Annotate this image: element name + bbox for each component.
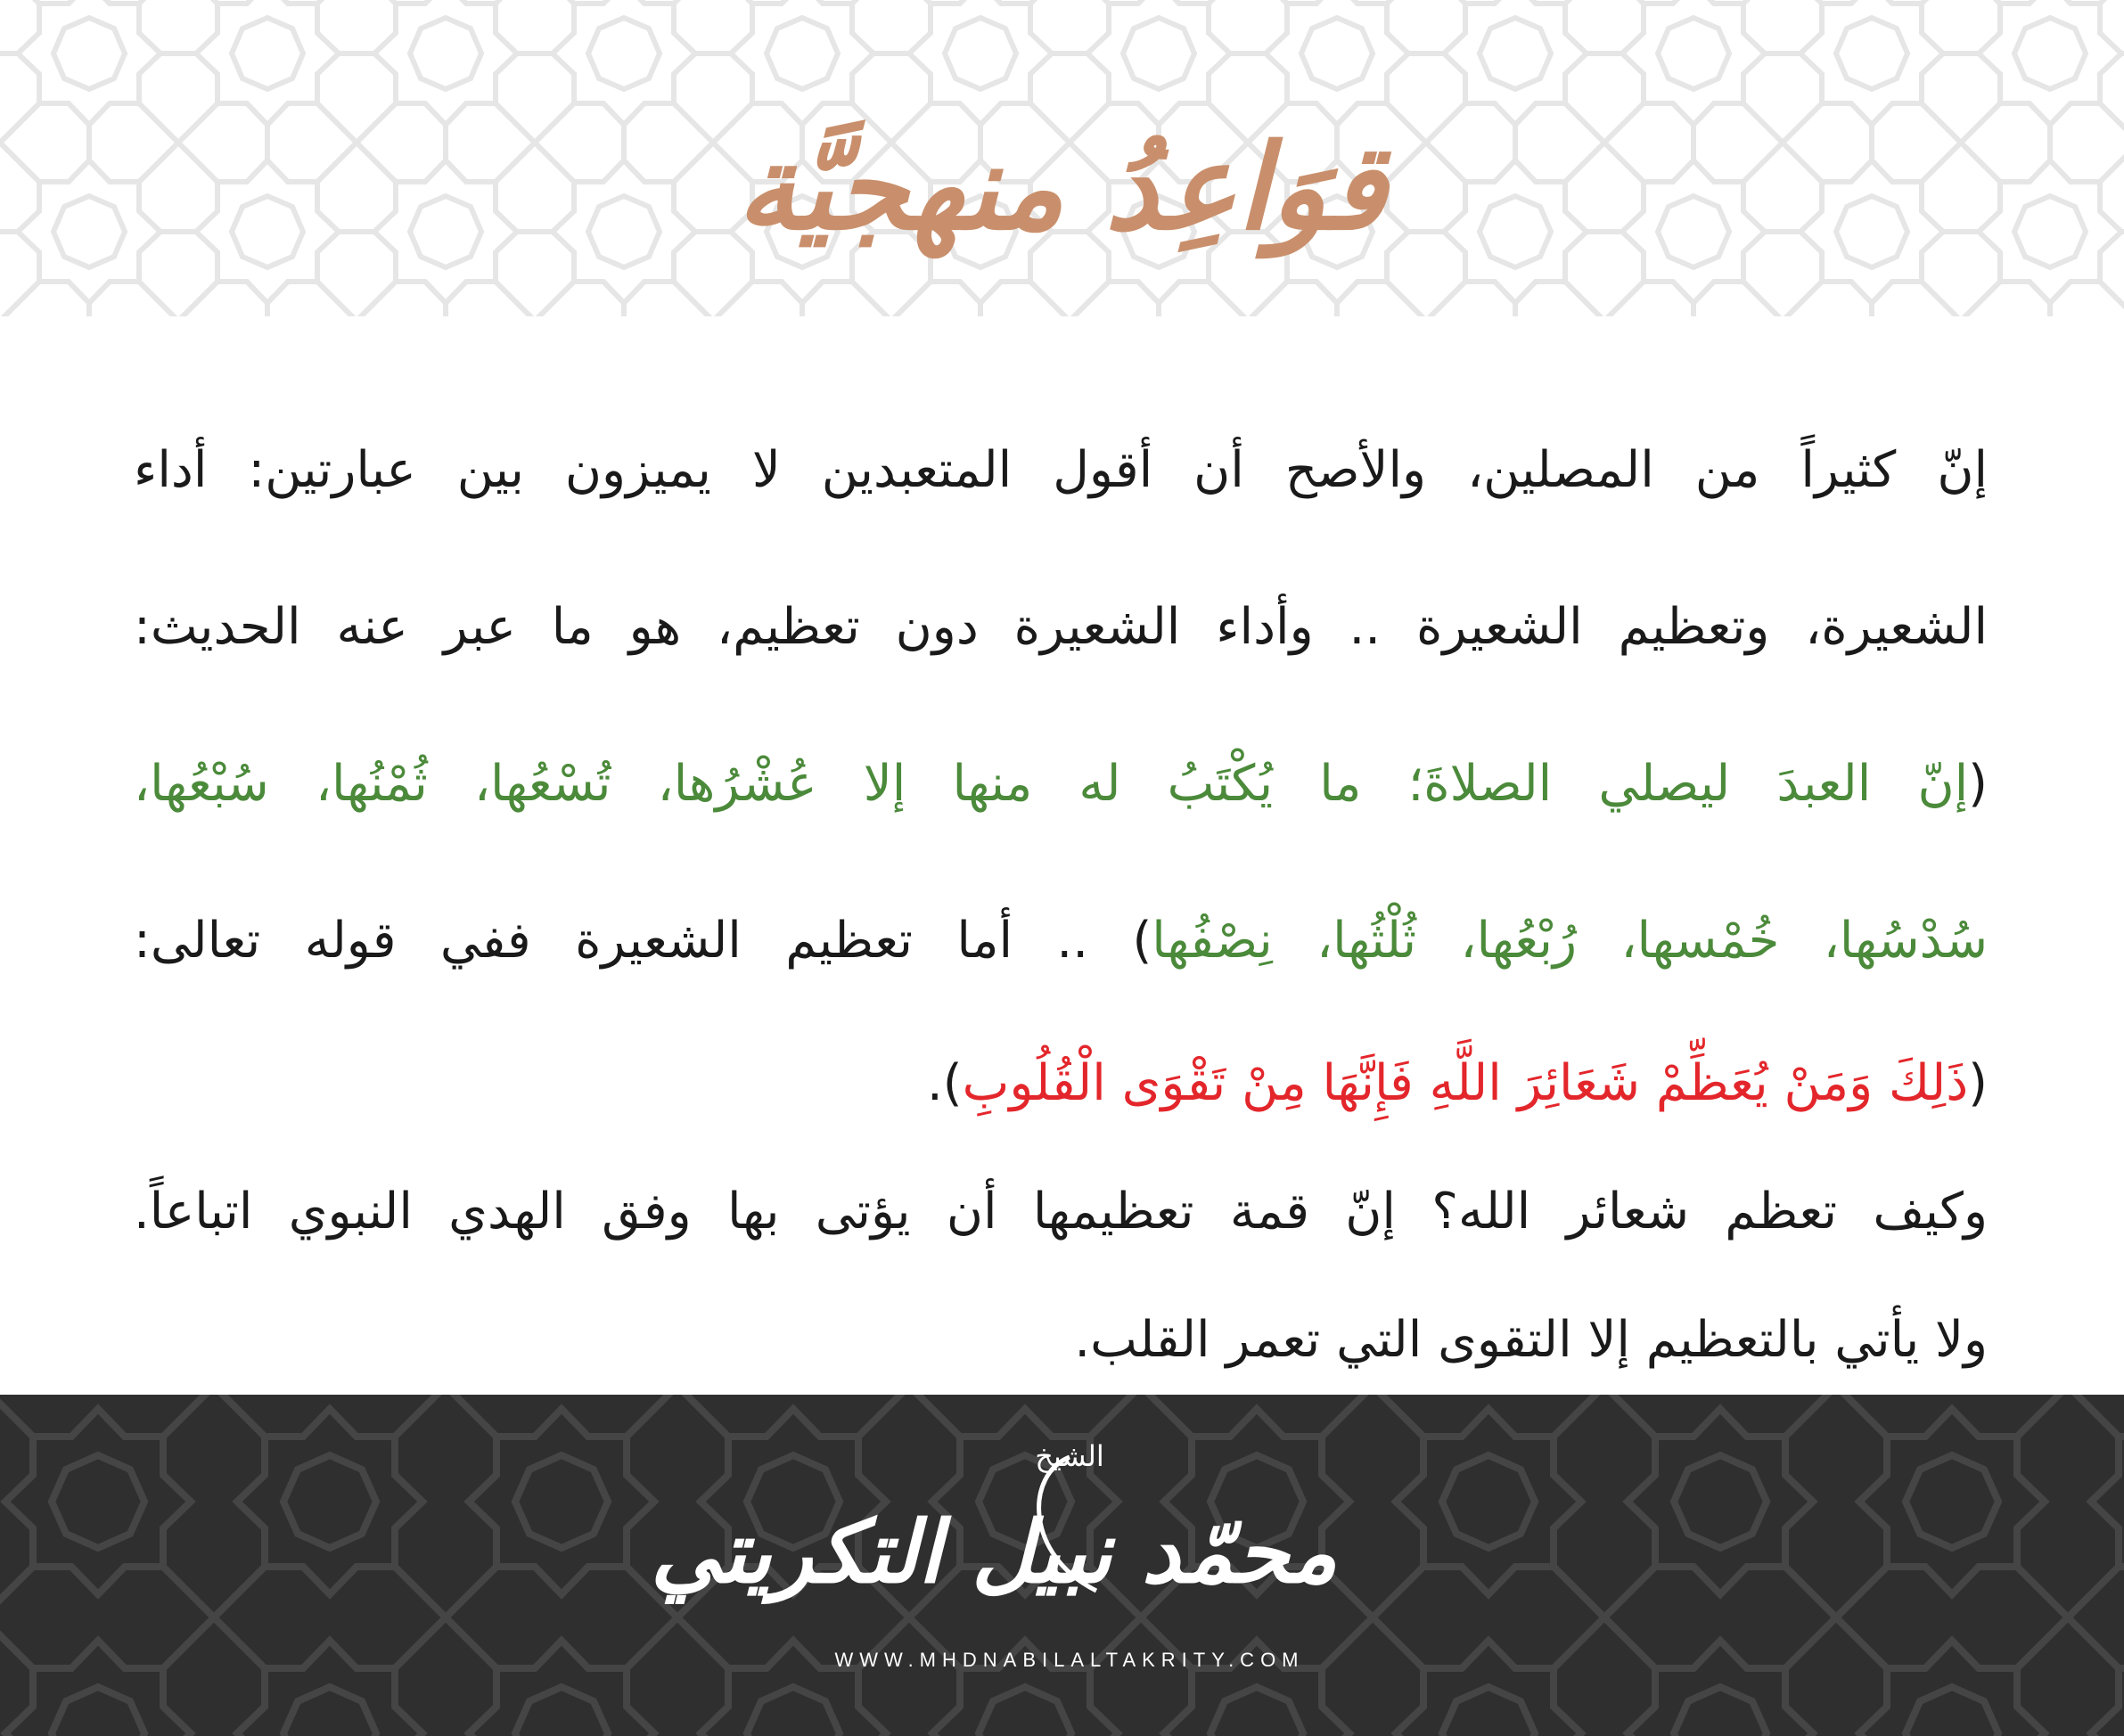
hadith-text-1: إنّ العبدَ ليصلي الصلاةَ؛ ما يُكْتَبُ له منها إلا عُشْرُها، تُسْعُها، ثُمْنُها، سُبْعُها،: [134, 755, 1969, 813]
text-line-6: وكيف تعظم شعائر الله؟ إنّ قمة تعظيمها أن يؤتى بها وفق الهدي النبوي اتباعاً.: [134, 1183, 1988, 1241]
paragraph-line-1: [134, 392, 1988, 549]
text-line-2: الشعيرة، وتعظيم الشعيرة .. وأداء الشعيرة دون تعظيم، هو ما عبر عنه الحديث:: [134, 598, 1988, 656]
paragraph-line-5: [134, 1019, 1988, 1148]
article-body: [134, 392, 1988, 1404]
signature-title: الشيخ: [1035, 1439, 1104, 1473]
paragraph-line-6: [134, 1148, 1988, 1276]
paragraph-line-3: [134, 706, 1988, 863]
text-line-7: ولا يأتي بالتعظيم إلا التقوى التي تعمر القلب.: [1074, 1311, 1988, 1369]
close-paren: ).: [927, 1054, 963, 1112]
open-paren: (: [1968, 755, 1988, 813]
title-calligraphy: قوَاعِدُ منهجيَّة: [736, 118, 1387, 257]
title-logo: [736, 85, 1387, 290]
text-line-1: إنّ كثيراً من المصلين، والأصح أن أقول المتعبدين لا يميزون بين عبارتين: أداء: [134, 441, 1988, 499]
paragraph-line-4: [134, 863, 1988, 1019]
website-link[interactable]: WWW.MHDNABILALTAKRITY.COM: [834, 1649, 1305, 1671]
signature-block: [650, 1421, 1337, 1680]
footer-banner: [0, 1395, 2124, 1736]
paragraph-line-2: [134, 549, 1988, 706]
text-line-4: ) .. أما تعظيم الشعيرة ففي قوله تعالى:: [134, 912, 1152, 970]
signature-name: محمّد نبيل التكريتي: [650, 1502, 1337, 1602]
paragraph-line-7: [134, 1276, 1988, 1404]
hadith-text-2: سُدْسُها، خُمْسها، رُبْعُها، ثُلْثُها، نِصْفُها: [1152, 912, 1988, 970]
quran-verse: ذَلِكَ وَمَنْ يُعَظِّمْ شَعَائِرَ اللَّهِ فَإِنَّهَا مِنْ تَقْوَى الْقُلُوبِ: [962, 1054, 1969, 1112]
header-banner: [0, 0, 2124, 316]
open-paren: (: [1968, 1054, 1988, 1112]
